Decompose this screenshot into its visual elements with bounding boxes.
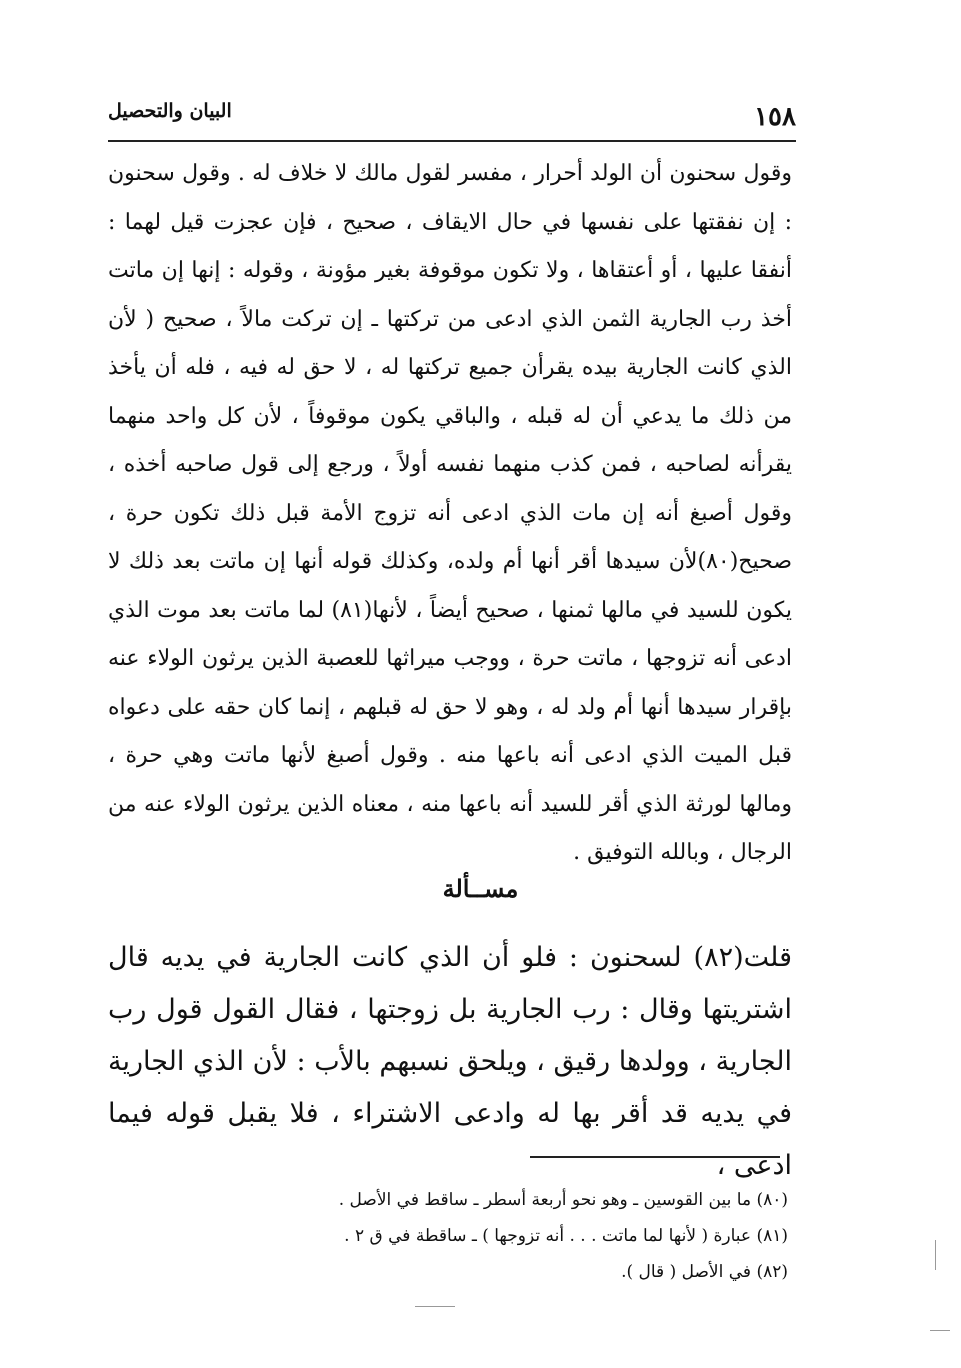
question-paragraph: قلت(٨٢) لسحنون : فلو أن الذي كانت الجارية في يديه قال اشتريتها وقال : رب الجارية بل زوجتها ، فقال القول قول رب الجارية ، وولدها رقيق ، ويلحق نسبهم بالأب : لأن الذي الجارية في يديه قد أقر بها له وادعى الاشتراء ، فلا يقبل قوله فيما ادعى ،: [108, 942, 792, 1181]
scan-mark: [415, 1306, 455, 1307]
book-title: البيان والتحصيل: [108, 100, 232, 122]
footnote-82: (٨٢) في الأصل ( قال ).: [621, 1262, 788, 1282]
main-text: [108, 150, 792, 878]
page-header: [108, 92, 796, 132]
footnote-80: (٨٠) ما بين القوسين ـ وهو نحو أربعة أسطر ـ ساقط في الأصل .: [338, 1190, 788, 1210]
body-paragraph: وقول سحنون أن الولد أحرار ، مفسر لقول مالك لا خلاف له . وقول سحنون : إن نفقتها على نفسها في حال الايقاف ، صحيح ، فإن عجزت قيل لهما : أنفقا عليها ، أو أعتقاها ، ولا تكون موقوفة بغير مؤونة ، وقوله : إنها إن ماتت أخذ رب الجارية الثمن الذي ادعى من تركتها ـ إن تركت مالاً ، صحيح ( لأن الذي كانت الجارية بيده يقرأن جميع تركتها له ، لا حق له فيه ، فله أن يأخذ من ذلك ما يدعي أن له قبله ، والباقي يكون موقوفاً ، لأن كل واحد منهما يقرأنه لصاحبه ، فمن كذب منهما نفسه أولاً ، ورجع إلى قول صاحبه أخذه ، وقول أصبغ أنه إن مات الذي ادعى أنه تزوج الأمة قبل ذلك تكون حرة ، صحيح(٨٠)لأن سيدها أقر أنها أم ولده، وكذلك قوله أنها إن ماتت بعد ذلك لا يكون للسيد في مالها ثمنها ، صحيح أيضاً ، لأنها(٨١) لما ماتت بعد موت الذي ادعى أنه تزوجها ، ماتت حرة ، ووجب ميراثها للعصبة الذين يرثون الولاء عنه بإقرار سيدها أنها أم ولد له ، وهو لا حق له قبلهم ، إنما كان حقه على دعواه قبل الميت الذي ادعى أنه باعها منه . وقول أصبغ لأنها ماتت وهي حرة ، ومالها لورثة الذي أقر للسيد أنه باعها منه ، معناه الذين يرثون الولاء عنه من الرجال ، وبالله التوفيق .: [108, 161, 793, 865]
footnote-81: (٨١) عبارة ( لأنها لما ماتت . . . أنه تزوجها ) ـ ساقطة في ق ٢ .: [344, 1226, 788, 1246]
scan-mark: [930, 1330, 950, 1331]
header-rule: [108, 140, 796, 142]
question-text: [108, 932, 792, 1192]
scan-mark: [935, 1240, 936, 1270]
footnotes: [220, 1182, 788, 1290]
footnote-separator: [530, 1156, 780, 1158]
page-number: ١٥٨: [754, 102, 796, 132]
section-heading: مســألة: [442, 874, 519, 903]
